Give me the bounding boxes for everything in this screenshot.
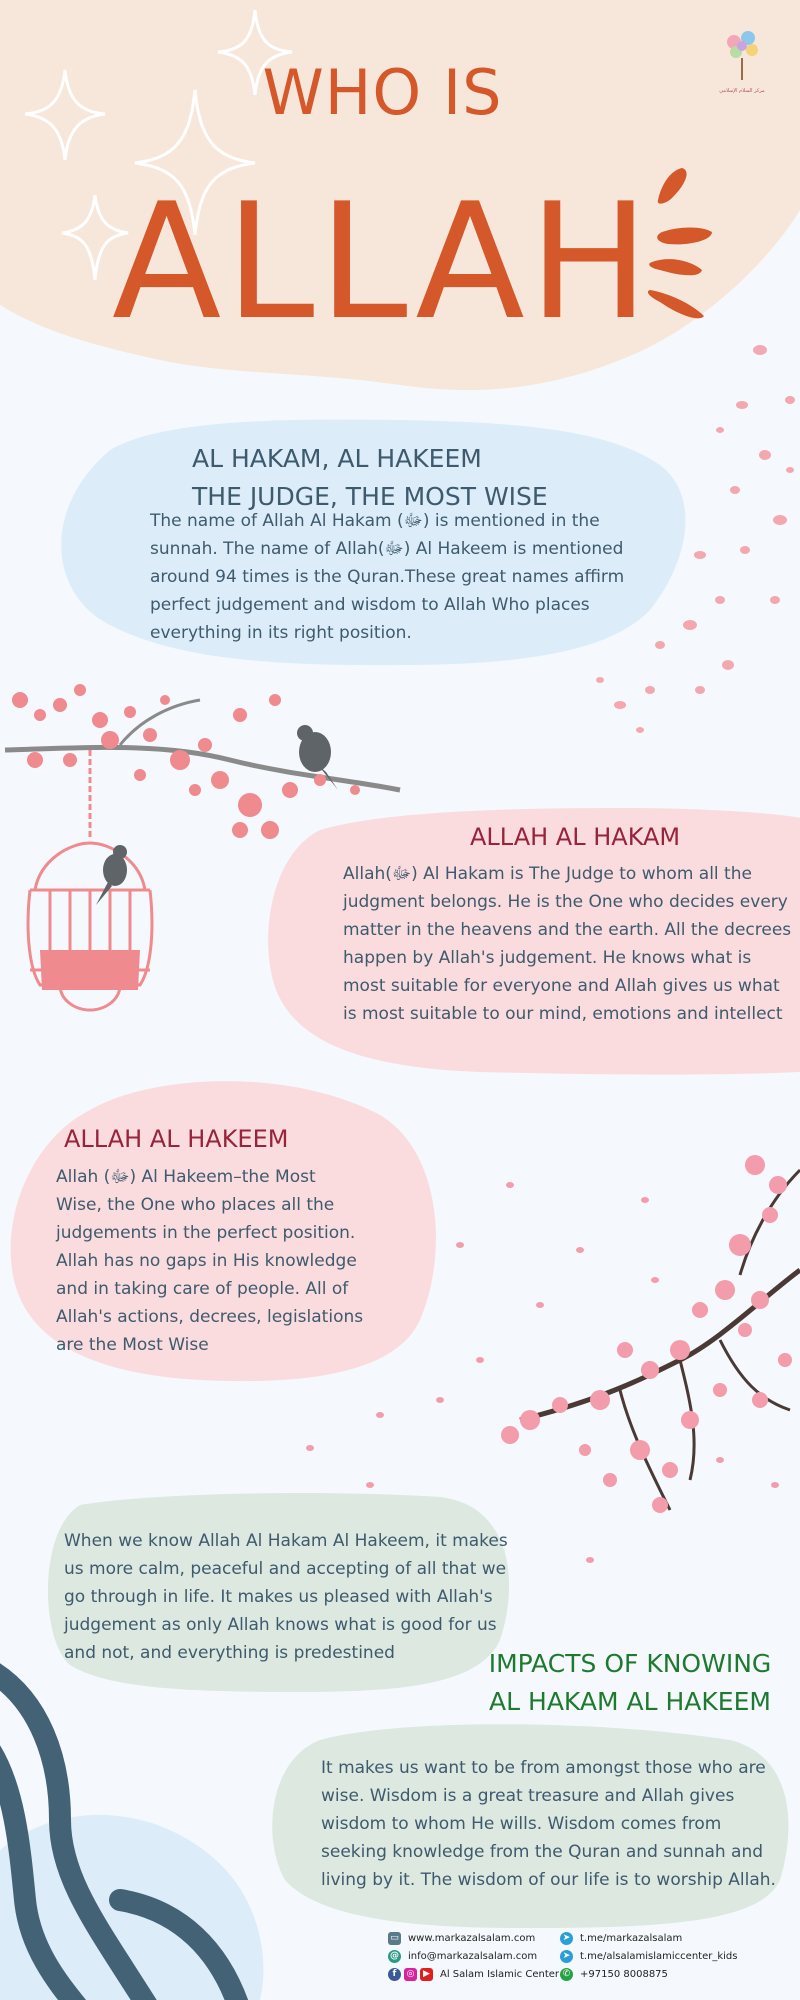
footer-website[interactable] (388, 1932, 535, 1945)
telegram-icon: ➤ (560, 1950, 573, 1963)
center-logo (712, 28, 772, 94)
section5-body: It makes us want to be from amongst those who are wise. Wisdom is a great treasure and Allah gives wisdom to whom He wills. Wisdom comes from seeking knowledge from the Quran and sunnah and living by it. The wisdom of our life is to worship Allah. (321, 1758, 776, 1890)
footer-telegram2-text: t.me/alsalamislamiccenter_kids (580, 1951, 738, 1962)
section4-body: When we know Allah Al Hakam Al Hakeem, it makes us more calm, peaceful and accepting of all that we go through in life. It makes us pleased with Allah's judgement as only Allah knows what is good for us and not, and everything is predestined (64, 1531, 508, 1663)
impacts-title (470, 1645, 790, 1721)
section1-title (192, 440, 632, 516)
logo-text: مركز السلام الإسلامي (719, 88, 765, 94)
footer-email-text: info@markazalsalam.com (408, 1951, 538, 1962)
section3-title: ALLAH AL HAKEEM (64, 1125, 289, 1153)
header-allah: ALLAH (111, 168, 654, 355)
footer-whatsapp-text: +97150 8008875 (580, 1969, 668, 1980)
youtube-icon[interactable]: ▶ (420, 1968, 433, 1981)
impacts-title-line1: IMPACTS OF KNOWING (488, 1649, 772, 1678)
impacts-title-line2: AL HAKAM AL HAKEEM (489, 1687, 771, 1716)
whatsapp-icon: ✆ (560, 1968, 573, 1981)
footer-telegram2[interactable] (560, 1950, 737, 1963)
footer-email[interactable] (388, 1950, 537, 1963)
facebook-icon[interactable]: f (388, 1968, 401, 1981)
section2-body: Allah(ﷻ) Al Hakam is The Judge to whom all the judgment belongs. He is the One who decides every matter in the heavens and the earth. All the decrees happen by Allah's judgement. He knows what is most suitable for everyone and Allah gives us what is most suitable to our mind, emotions and intellect (343, 864, 792, 1024)
section1-title-line2: THE JUDGE, THE MOST WISE (192, 482, 548, 511)
web-icon: ▭ (388, 1932, 401, 1945)
instagram-icon[interactable]: ◎ (404, 1968, 417, 1981)
section2-title: ALLAH AL HAKAM (470, 823, 681, 851)
header-who-is: WHO IS (262, 56, 503, 129)
email-icon: @ (390, 1951, 399, 1961)
section1-title-line1: AL HAKAM, AL HAKEEM (192, 444, 482, 473)
footer-social-text: Al Salam Islamic Center (440, 1969, 560, 1980)
footer-telegram1[interactable] (560, 1932, 682, 1945)
footer-telegram1-text: t.me/markazalsalam (580, 1933, 683, 1944)
footer-social[interactable] (388, 1968, 559, 1981)
footer-whatsapp[interactable] (560, 1968, 668, 1981)
logo-icon (722, 28, 762, 84)
telegram-icon: ➤ (560, 1932, 573, 1945)
section1-body: The name of Allah Al Hakam (ﷻ) is mentioned in the sunnah. The name of Allah(ﷻ) Al Hakeem is mentioned around 94 times is the Quran.These great names affirm perfect judgement and wisdom to Allah Who places everything in its right position. (150, 511, 625, 643)
section3-body: Allah (ﷻ) Al Hakeem–the Most Wise, the One who places all the judgements in the perfect position. Allah has no gaps in His knowledge and in taking care of people. All of Allah's actions, decrees, legislations are the Most Wise (56, 1167, 364, 1355)
footer-website-text: www.markazalsalam.com (408, 1933, 536, 1944)
